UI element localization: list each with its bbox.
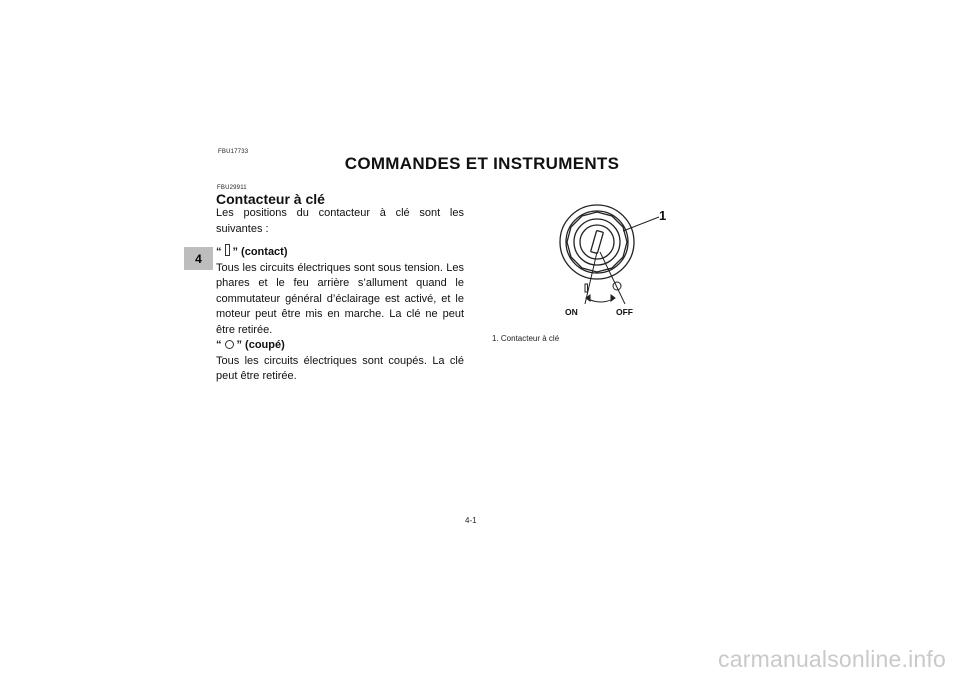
position-off-heading <box>216 338 464 354</box>
figure-caption: 1. Contacteur à clé <box>492 334 560 343</box>
chapter-tab: 4 <box>184 247 213 270</box>
key-on-icon <box>585 284 588 292</box>
section-title: Contacteur à clé <box>216 191 325 207</box>
page-number: 4-1 <box>465 516 477 525</box>
switch-outer-bezel <box>560 205 634 279</box>
circle-off-icon <box>613 282 621 290</box>
off-label: OFF <box>616 307 633 317</box>
position-on-block <box>216 244 464 339</box>
position-on-open-quote: “ <box>216 246 222 258</box>
position-off-label: ” (coupé) <box>236 339 285 351</box>
on-label: ON <box>565 307 578 317</box>
watermark: carmanualsonline.info <box>718 646 946 672</box>
document-code-top: FBU17733 <box>218 149 249 155</box>
switch-inner-ring <box>574 219 620 265</box>
section-code: FBU29911 <box>217 185 247 191</box>
switch-ring <box>566 211 628 273</box>
intro-paragraph: Les positions du contacteur à clé sont les suivantes : <box>216 207 464 235</box>
position-off-block <box>216 338 464 385</box>
ignition-switch-illustration <box>555 200 680 325</box>
key-on-icon <box>225 244 230 256</box>
position-on-text: Tous les circuits électriques sont sous tension. Les phares et le feu arrière s’allument quand le commutateur général d’éclairage est activé, et le moteur peut être mis en marche. La clé ne peut être retirée. <box>216 261 464 336</box>
callout-number: 1 <box>659 208 667 223</box>
key-slot <box>591 230 604 253</box>
callout-leader-line <box>623 217 659 231</box>
circle-off-icon <box>225 340 234 349</box>
page-title: COMMANDES ET INSTRUMENTS <box>344 154 620 173</box>
arc-arrow-right <box>611 295 615 301</box>
position-off-open-quote: “ <box>216 339 222 351</box>
position-off-text: Tous les circuits électriques sont coupés. La clé peut être retirée. <box>216 354 464 383</box>
position-on-label: ” (contact) <box>232 246 288 258</box>
switch-hex-nut <box>567 212 627 272</box>
position-on-heading <box>216 244 464 261</box>
